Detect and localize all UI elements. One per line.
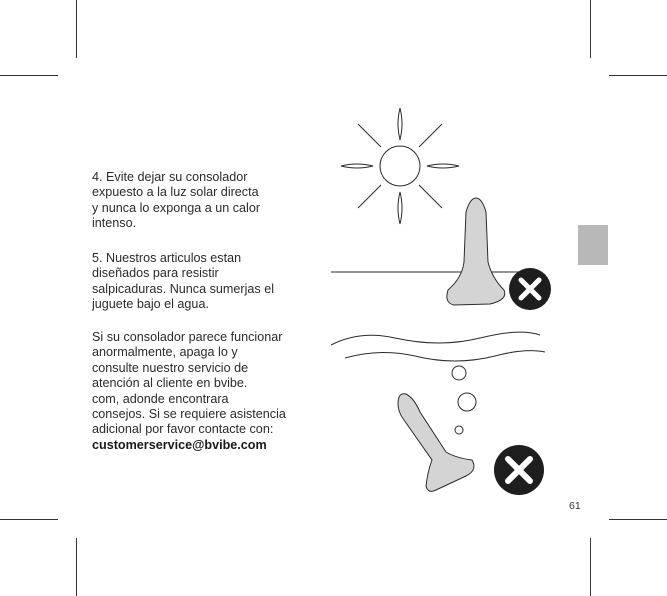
- support-email-link[interactable]: customerservice@bvibe.com: [92, 437, 267, 452]
- text-line: Si su consolador parece funcionar: [92, 330, 283, 344]
- text-line: anormalmente, apaga lo y: [92, 345, 238, 360]
- text-line: adicional por favor contacte con:: [92, 422, 274, 437]
- bubble-icon: [458, 393, 476, 411]
- text-line: consulte nuestro servicio de: [92, 360, 249, 375]
- water-wave: [345, 351, 545, 361]
- text-line: consejos. Si se requiere asistencia: [92, 407, 286, 422]
- x-circle-icon: [509, 268, 551, 310]
- text-line: 5. Nuestros articulos estan: [92, 251, 242, 265]
- water-wave: [331, 332, 540, 345]
- x-circle-icon: [494, 445, 544, 495]
- text-line: atención al cliente en bvibe.: [92, 376, 248, 391]
- text-line: diseñados para resistir: [92, 266, 219, 281]
- text-line: 4. Evite dejar su consolador: [92, 170, 248, 184]
- bubble-icon: [452, 366, 466, 380]
- text-line: expuesto a la luz solar directa: [92, 185, 259, 200]
- text-line: y nunca lo exponga a un calor: [92, 200, 261, 215]
- bubble-icon: [455, 426, 463, 434]
- text-line: intenso.: [92, 216, 137, 231]
- product-illustration: [447, 198, 505, 305]
- page-number: 61: [569, 500, 581, 512]
- text-line: juguete bajo el agua.: [92, 297, 209, 312]
- sun-icon: [341, 108, 459, 224]
- text-line: salpicaduras. Nunca sumerjas el: [92, 281, 274, 296]
- text-line: com, adonde encontrara: [92, 391, 229, 406]
- product-illustration: [398, 394, 474, 492]
